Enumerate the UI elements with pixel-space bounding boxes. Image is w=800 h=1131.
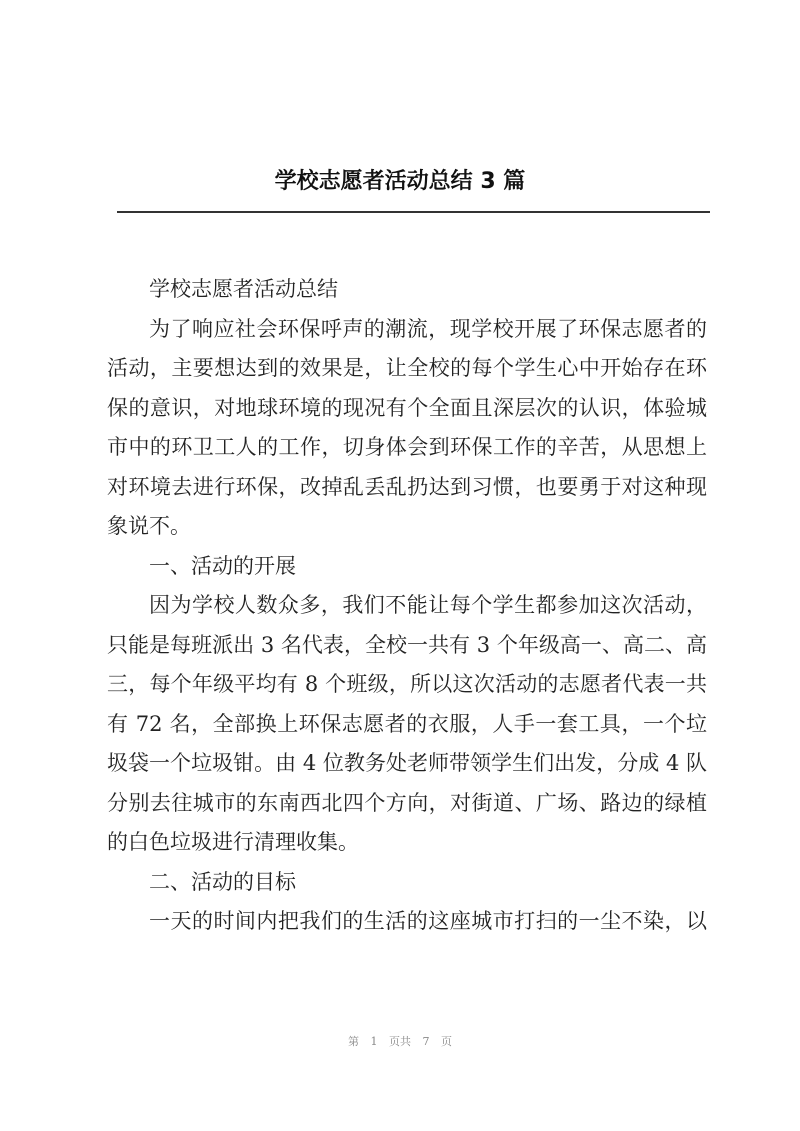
paragraph-line: 分别去往城市的东南西北四个方向，对街道、广场、路边的绿植 [107, 790, 707, 815]
paragraph-line: 三，每个年级平均有 8 个班级，所以这次活动的志愿者代表一共 [107, 672, 707, 696]
paragraph [107, 586, 707, 863]
paragraph-line: 有 72 名，全部换上环保志愿者的衣服，人手一套工具，一个垃 [107, 711, 707, 736]
title-divider [117, 211, 710, 213]
paragraph [107, 902, 707, 942]
paragraph-line: 圾袋一个垃圾钳。由 4 位教务处老师带领学生们出发，分成 4 队 [107, 751, 707, 775]
paragraph-line: 二、活动的目标 [149, 869, 296, 894]
paragraph-line: 活动，主要想达到的效果是，让全校的每个学生心中开始存在环 [107, 356, 707, 380]
paragraph-line: 一天的时间内把我们的生活的这座城市打扫的一尘不染，以 [149, 909, 707, 933]
paragraph-line: 为了响应社会环保呼声的潮流，现学校开展了环保志愿者的 [149, 316, 707, 341]
paragraph [107, 863, 707, 903]
paragraph-line: 只能是每班派出 3 名代表，全校一共有 3 个年级高一、高二、高 [107, 632, 707, 657]
paragraph [107, 310, 707, 547]
paragraph-line: 一、活动的开展 [149, 553, 296, 578]
paragraph [107, 547, 707, 587]
paragraph-line: 因为学校人数众多，我们不能让每个学生都参加这次活动， [149, 593, 707, 617]
paragraph-line: 学校志愿者活动总结 [149, 277, 338, 301]
paragraph-line: 保的意识，对地球环境的现况有个全面且深层次的认识，体验城 [107, 395, 707, 420]
document-title: 学校志愿者活动总结 3 篇 [274, 169, 526, 194]
paragraph-line: 的白色垃圾进行清理收集。 [107, 830, 359, 854]
page-number-footer: 第 1 页共 7 页 [348, 1035, 452, 1048]
paragraph [107, 270, 707, 310]
paragraph-line: 市中的环卫工人的工作，切身体会到环保工作的辛苦，从思想上 [107, 435, 707, 459]
document-body [107, 270, 707, 942]
paragraph-line: 象说不。 [107, 514, 191, 538]
paragraph-line: 对环境去进行环保，改掉乱丢乱扔达到习惯，也要勇于对这种现 [107, 474, 707, 499]
